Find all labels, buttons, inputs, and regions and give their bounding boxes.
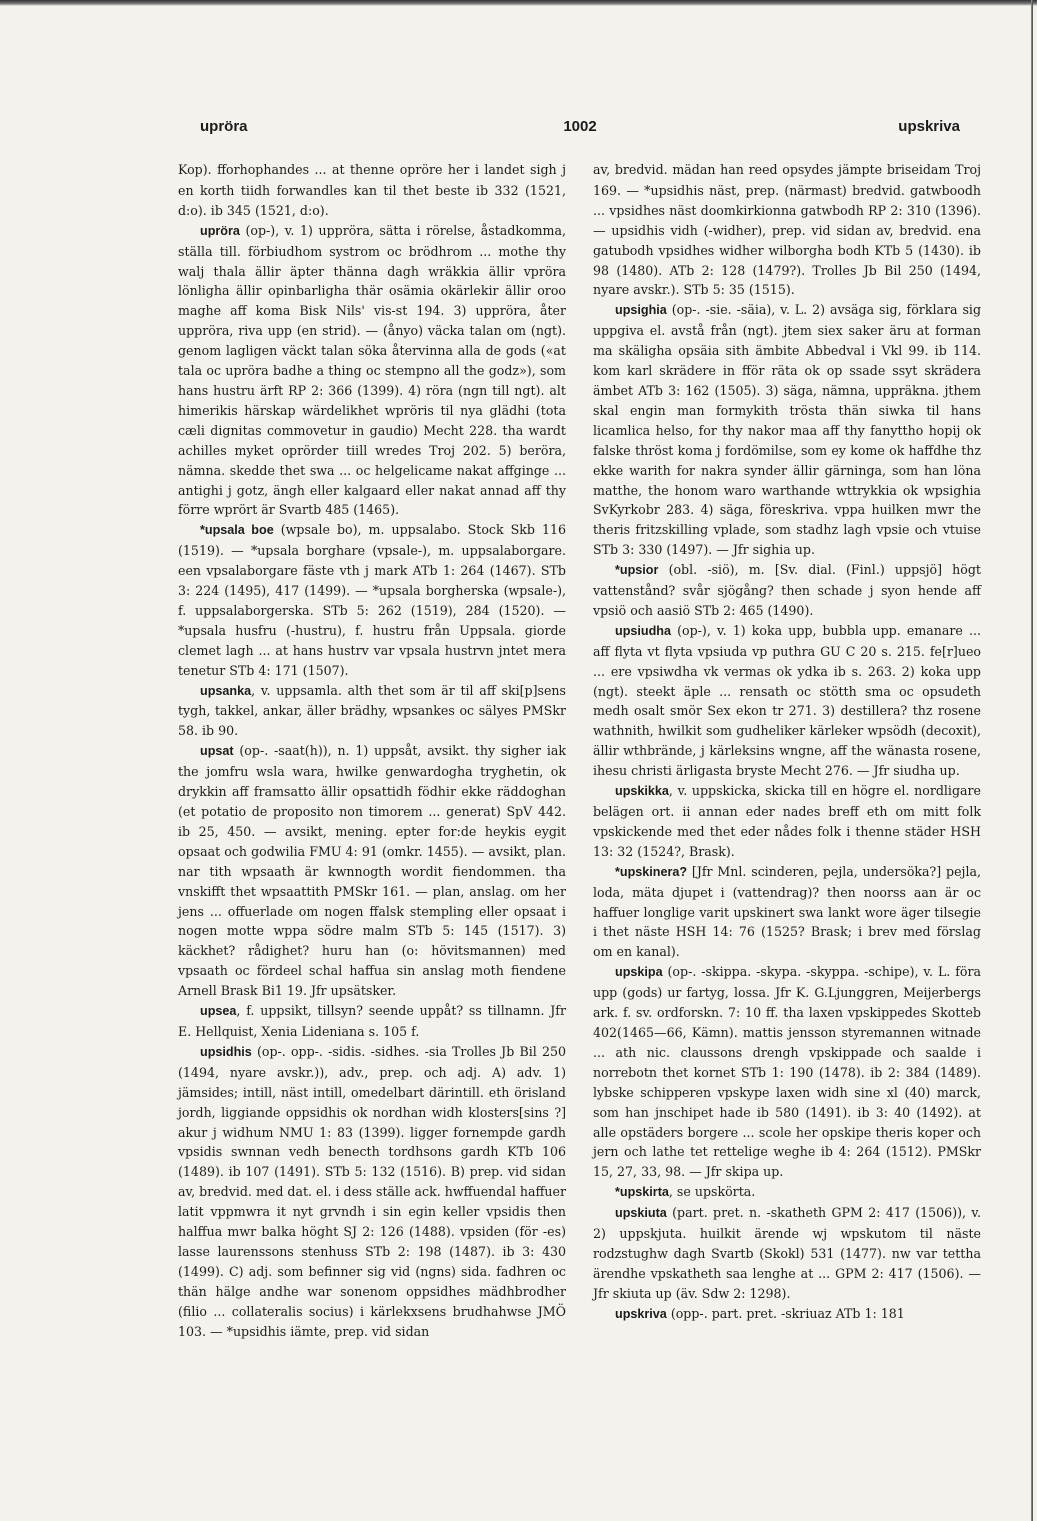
entry-text: (part. pret. n. -skatheth GPM 2: 417 (1506)), v. 2) uppskjuta. huilkit ärende wj wpskutom til näste rodzstughw dagh Svartb (Skokl) 531 (1477). nw var tettha ärendhe vpskatheth saa lenghe at ... GPM 2: 417 (1506). — Jfr skiuta up (äv. Sdw 2: 1298). (593, 1205, 981, 1301)
entry-headword: *upskinera? (615, 864, 688, 879)
entry-headword: upsidhis (200, 1044, 252, 1059)
dictionary-entry (178, 160, 566, 221)
dictionary-entry (178, 1042, 566, 1342)
header-left-guide-word: upröra (200, 118, 248, 135)
entry-text: (op-), v. 1) uppröra, sätta i rörelse, åstadkomma, ställa till. förbiudhom systrom oc brödhrom ... mothe thy walj thala ällir äpter thänna dagh wräkkia ällir vpröra lönligha ällir opinbarligha thär osämia okärlekir ällir oroo maghe aff koma Bisk Nils' vis-st 194. 3) uppröra, åter uppröra, riva upp (en strid). — (ånyo) väcka talan om (ngt). genom lagligen väckt talan söka återvinna alla de gods («at tala oc upröra badhe a thing oc stempno all the godz»), som hans hustru ärft RP 2: 366 (1399). 4) röra (ngn till ngt). alt himerikis härskap wärdelikhet wpröris til nya glädhi (tota cæli dignitas commovetur in gaudio) Mecht 228. tha wardt achilles myket oprörder tiill wredes Troj 202. 5) beröra, nämna. skedde thet swa ... oc helgelicame nakat affginge ... antighi j gotz, ängh eller kalgaard eller nakat annad aff thy förre wprört är Svartb 485 (1465). (178, 222, 566, 518)
entry-text: (opp-. part. pret. -skriuaz ATb 1: 181 (666, 1305, 905, 1321)
entry-headword: upröra (200, 223, 240, 238)
dictionary-entry (593, 300, 981, 560)
entry-text: , f. uppsikt, tillsyn? seende uppåt? ss tillnamn. Jfr E. Hellquist, Xenia Lideniana s. 105 f. (178, 1003, 566, 1039)
dictionary-entry (593, 962, 981, 1182)
entry-text: (op-. -skippa. -skypa. -skyppa. -schipe), v. L. föra upp (gods) ur fartyg, lossa. Jfr K. G.Ljunggren, Meijerbergs ark. f. sv. ordforskn. 7: 10 ff. tha laxen vpskippedes Skotteb 402(1465—66, Kämn). mattis jensson styremannen witnade ... ath nic. claussons drengh vpskippade och saalde i norrebotn thet kornet STb 1: 190 (1478). ib 2: 384 (1489). lybske schipperen vpskype laxen widh sine xl (40) marck, som han jnschipet hade ib 580 (1491). ib 3: 40 (1492). at alle opstäders borgere ... scole her opskipe theris koper och jern och lathe tet rettelige weghe ib 4: 264 (1512). PMSkr 15, 27, 33, 98. — Jfr skipa up. (593, 964, 981, 1180)
entry-headword: *upsala boe (200, 523, 274, 538)
entry-text: [Jfr Mnl. scinderen, pejla, undersöka?] pejla, loda, mäta djupet i (vattendrag)? then noorss aan är oc haffuer longlige varit upskinert swa lankt wore äger tilsegie i thet näste HSH 14: 76 (1525? Brask; i brev med förslag om en kanal). (593, 863, 981, 960)
top-edge (0, 0, 1037, 6)
entry-headword: *upsior (615, 563, 659, 578)
entry-headword: upskriva (615, 1306, 667, 1321)
entry-headword: upskipa (615, 965, 663, 980)
entry-text: (op-. opp-. -sidis. -sidhes. -sia Trolles Jb Bil 250 (1494, nyare avskr.)), adv., prep. och adj. A) adv. 1) jämsides; intill, näst intill, omedelbart därintill. eth örisland jordh, liggiande oppsidhis ok nordhan widh klosters[sins ?] akur j widhum NMU 1: 83 (1399). ligger fornempde gardh vpsidis swnnan vedh benecth tordhsons gardh KTb 106 (1489). ib 107 (1491). STb 5: 132 (1516). B) prep. vid sidan av, bredvid. med dat. el. i dess ställe ack. hwffuendal haffuer latit vppmwra it nyt grvndh i sin egin keller vpsidis then halffua mwr balka höght SJ 2: 126 (1488). vpsiden (för -es) lasse laurenssons stenhuss STb 2: 198 (1487). ib 3: 430 (1499). C) adj. som befinner sig vid (ngns) sida. fadhren oc thän hälge andhe war sonenom oppsidhes mädhbrodher (filio ... collateralis socius) i kärlekxsens brudhahwse JMÖ 103. — *upsidhis iämte, prep. vid sidan (178, 1043, 567, 1339)
entry-headword: upsanka (200, 683, 252, 698)
running-header (200, 118, 960, 140)
entry-headword: upsiudha (615, 623, 671, 638)
entry-text: av, bredvid. mädan han reed opsydes jämpte briseidam Troj 169. — *upsidhis näst, prep. (närmast) bredvid. gatwboodh ... vpsidhes näst doomkirkionna gatwbodh RP 2: 310 (1396). — upsidhis vidh (-widher), prep. vid sidan av, bredvid. ena gatubodh vpsidhes widher wilborgha bodh KTb 5 (1430). ib 98 (1480). ATb 2: 128 (1479?). Trolles Jb Bil 250 (1494, nyare avskr.). STb 5: 35 (1515). (593, 162, 981, 298)
entry-text: (op-. -saat(h)), n. 1) uppsåt, avsikt. thy sigher iak the jomfru wsla wara, hwilke genwardogha tryghetin, ok drykkin aff framsatto ällir opsattidh födhir ekke räddoghan (et potatio de proposito non timorem ... generat) SpV 442. ib 25, 450. — avsikt, mening. epter for:de heykis eygit opsaat och godwilia FMU 4: 91 (omkr. 1455). — avsikt, plan. nar tith wpsaath är kwnnogth wordit fiendommen. tha vnskifft thet wpsaattith PMSkr 161. — plan, anslag. om her jens ... offuerlade om nogen ffalsk stempling eller opsaat i nogen motte wppa södre malm STb 5: 145 (1517). 3) käckhet? rådighet? huru han (o: hövitsmannen) med vpsaath oc fördeel schal haffua sin anslag moth fiendene Arnell Brask Bi1 19. Jfr upsätsker. (178, 743, 566, 999)
entry-text: Kop). fforhophandes ... at thenne opröre her i landet sigh j en korth tiidh forwandles kan til thet beste ib 332 (1521, d:o). ib 345 (1521, d:o). (178, 162, 566, 218)
dictionary-entry (178, 221, 566, 521)
right-column (593, 160, 981, 1325)
dictionary-entry (593, 160, 981, 300)
entry-headword: *upskirta (615, 1185, 669, 1200)
entry-text: , v. uppskicka, skicka till en högre el. nordligare belägen ort. ii annan eder nades breff eth om mitt folk vpskickende med thet eder nådes folk i thenne städer HSH 13: 32 (1524?, Brask). (593, 783, 981, 859)
dictionary-entry (593, 1304, 981, 1325)
dictionary-entry (593, 560, 981, 621)
entry-headword: upsea (200, 1004, 237, 1019)
dictionary-entry (593, 862, 981, 963)
entry-text: (op-. -sie. -säia), v. L. 2) avsäga sig, förklara sig uppgiva el. avstå från (ngt). jtem siex saker äru at forman ma skäligha opsäia sith ämbite Abbedval i Vkl 99. ib 114. kom karl skrädere in fför räta ok op ssade ssyt skrädera ämbet ATb 3: 162 (1505). 3) säga, nämna, uppräkna. jthem skal engin man formykith trösta thän siwka til hans licamlica helso, for thy nakor maa aff thy fanyttho hopij ok falske thröst koma j fordömilse, som ey kome ok haffdhe thz ekke warith for nakra synder ällir gärninga, som han löna matthe, the honom waro warthande wttrykkia ok wpsighia SvKyrkobr 283. 4) säga, föreskriva. vppa huilken mwr the theris fritzskilling vplade, som stadhz lagh vpsie och vtuise STb 3: 330 (1497). — Jfr sighia up. (593, 302, 981, 558)
page-number: 1002 (563, 118, 597, 135)
entry-text: (wpsale bo), m. uppsalabo. Stock Skb 116 (1519). — *upsala borghare (vpsale-), m. uppsalaborgare. een vpsalaborgare fäste vth j mark ATb 1: 264 (1467). STb 3: 224 (1495), 417 (1499). — *upsala borgherska (wpsale-), f. uppsalaborgerska. STb 5: 262 (1519), 284 (1520). — *upsala husfru (-hustru), f. hustru från Uppsala. giorde clemet lagh ... at hans hustrv var vpsala hustrvn jntet mera tenetur STb 4: 171 (1507). (178, 522, 566, 678)
entry-text: (obl. -siö), m. [Sv. dial. (Finl.) uppsjö] högt vattenstånd? svår sjögång? then schade j syon hende aff vpsiö och aasiö STb 2: 465 (1490). (593, 562, 981, 618)
dictionary-entry (593, 621, 981, 781)
dictionary-entry (178, 741, 566, 1001)
dictionary-entry (593, 781, 981, 862)
dictionary-entry (178, 681, 566, 742)
header-right-guide-word: upskriva (898, 118, 960, 135)
entry-headword: upsat (200, 744, 234, 759)
dictionary-entry (178, 520, 566, 680)
entry-headword: upsighia (615, 303, 667, 318)
entry-text: (op-), v. 1) koka upp, bubbla upp. emanare ... aff flyta vt flyta vpsiuda vp puthra GU C 20 s. 215. fe[r]ueo ... ere vpsiwdha vk vermas ok ydka ib s. 263. 2) koka upp (ngt). steekt äple ... rensath oc stötth sma oc opsudeth medh osalt smör Sex ekon tr 271. 3) destillera? thz rosene wathnith, hwilkit som gudheliker kärleker wpsödh (decoxit), ällir wthbrände, j kärleksins wngne, aff the wänasta rosene, ihesu christi ärligasta bryste Mecht 276. — Jfr siudha up. (593, 622, 981, 779)
entry-headword: upskiuta (615, 1206, 667, 1221)
entry-text: , v. uppsamla. alth thet som är til aff ski[p]sens tygh, takkel, ankar, äller brädhy, wpsankes oc sälyes PMSkr 58. ib 90. (178, 682, 566, 739)
entry-headword: upskikka (615, 784, 669, 799)
dictionary-entry (178, 1001, 566, 1042)
dictionary-entry (593, 1182, 981, 1203)
entry-text: , se upskörta. (668, 1184, 756, 1200)
dictionary-entry (593, 1203, 981, 1304)
page-binding-edge (1031, 0, 1033, 1521)
left-column (178, 160, 566, 1341)
